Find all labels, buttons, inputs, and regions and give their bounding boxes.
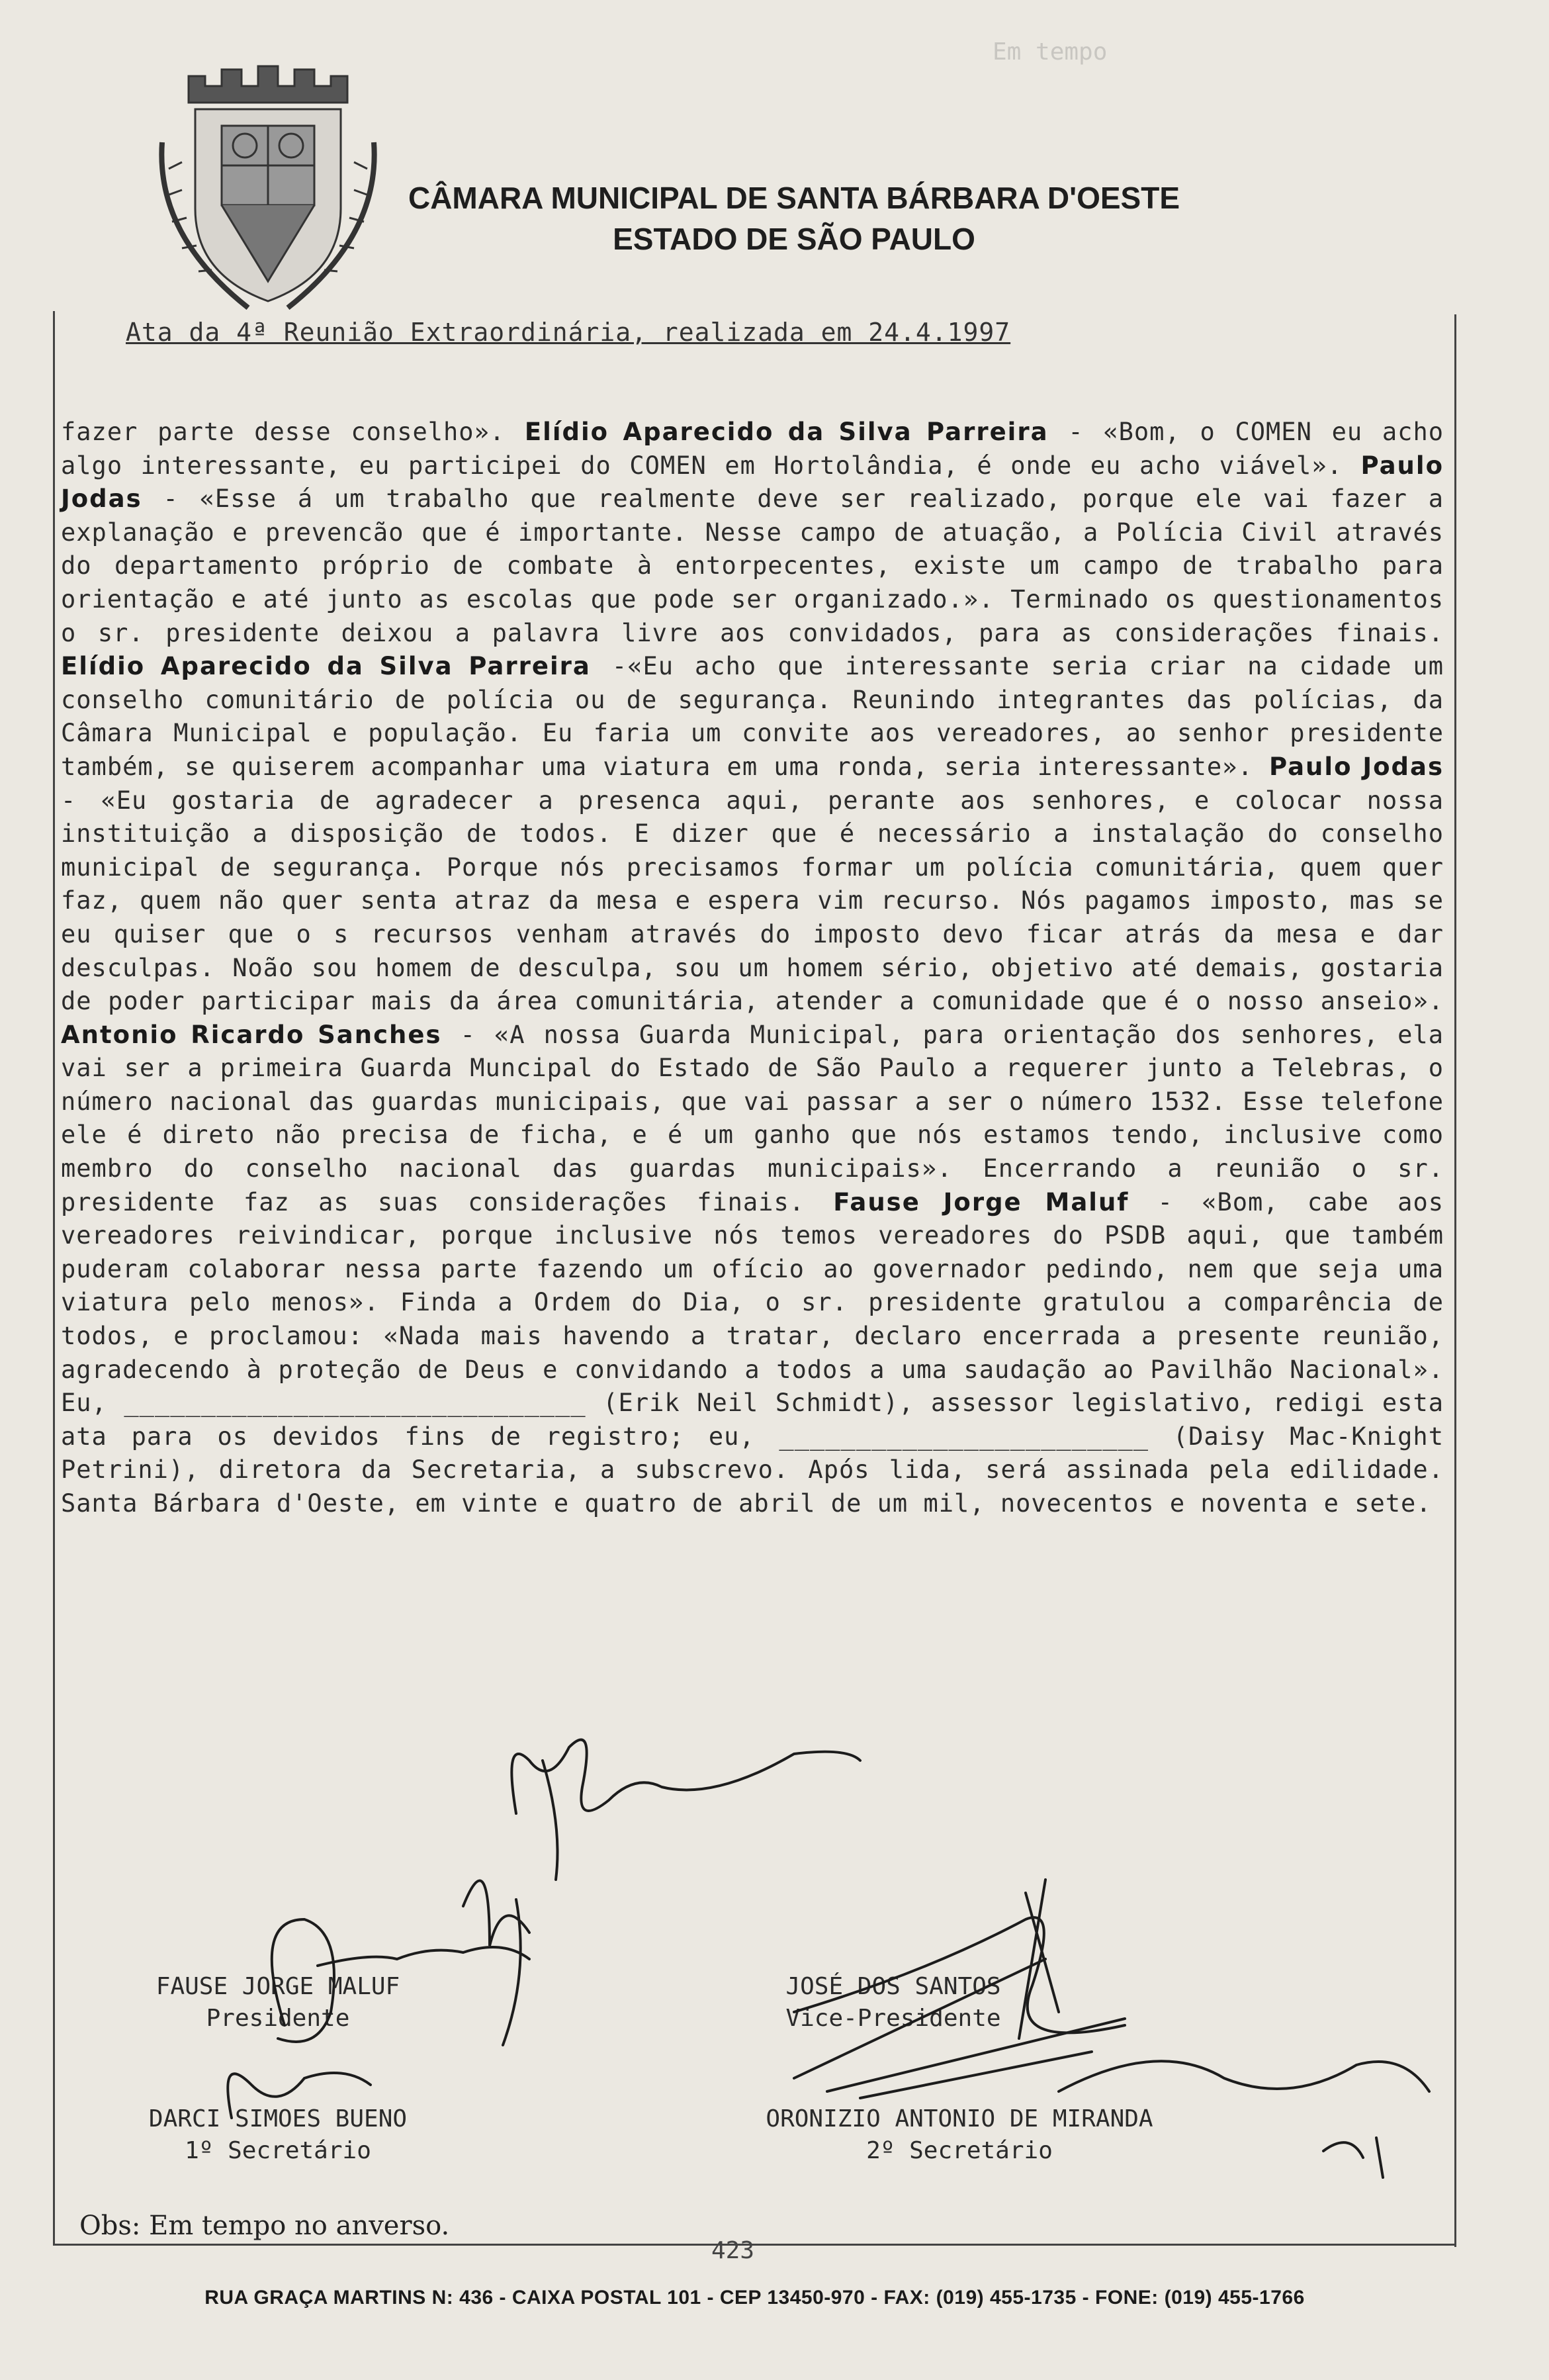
minutes-body <box>61 416 1444 1521</box>
signature-block-first-secretary <box>112 2103 443 2167</box>
frame-right-rule <box>1454 314 1456 2247</box>
signatory-name: FAUSE JORGE MALUF <box>155 1973 400 2000</box>
signatory-name: ORONIZIO ANTONIO DE MIRANDA <box>766 2105 1153 2132</box>
signatory-name: JOSÉ DOS SANTOS <box>785 1973 1001 2000</box>
minutes-text-run: - «A nossa Guarda Municipal, para orientação dos senhores, ela vai ser a primeira Guarda Muncipal do Estado de São Paulo a requerer junto a Telebras, o número nacional das guardas municipais, que vai passar a ser o número 1532. Esse telefone ele é direto não precisa de ficha, e é um ganho que nós estamos tendo, inclusive como membro do conselho nacional das guardas municipais». Encerrando a reunião o sr. presidente faz as suas considerações finais. <box>61 1020 1444 1216</box>
page-number: 423 <box>711 2237 755 2264</box>
speaker-name: Paulo Jodas <box>1268 752 1444 781</box>
signatory-role: Vice-Presidente <box>785 2005 1001 2032</box>
institution-name: CÂMARA MUNICIPAL DE SANTA BÁRBARA D'OESTE <box>408 181 1180 215</box>
minutes-text-run: fazer parte desse conselho». <box>61 418 525 446</box>
speaker-name: Fause Jorge Maluf <box>833 1187 1129 1216</box>
minutes-text-run: - «Bom, cabe aos vereadores reivindicar, porque inclusive nós temos vereadores do PSDB aqui, que também puderam colaborar nessa parte fazendo um ofício ao governador pedindo, nem que seja uma viatura pelo menos». Finda a Ordem do Dia, o sr. presidente gratulou a comparência de todos, e proclamou: «Nada mais havendo a tratar, declaro encerrada a presente reunião, agradecendo à proteção de Deus e convidando a todos a uma saudação ao Pavilhão Nacional». Eu, ______________________________ (Erik Neil Schmidt), assessor legislativo, redigi esta ata para os devidos fins de registro; eu, ________________________ (Daisy Mac-Knight Petrini), diretora da Secretaria, a subscrevo. Após lida, será assinada pela edilidade. Santa Bárbara d'Oeste, em vinte e quatro de abril de um mil, novecentos e noventa e sete. <box>61 1187 1444 1518</box>
minutes-text-run: - «Eu gostaria de agradecer a presenca aqui, perante aos senhores, e colocar nossa instituição a disposição de todos. E dizer que é necessário a instalação do conselho municipal de segurança. Porque nós precisamos formar um polícia comunitária, quem quer faz, quem não quer senta atraz da mesa e espera vim recurso. Nós pagamos imposto, mas se eu quiser que o s recursos venham através do imposto devo ficar atrás da mesa e dar desculpas. Noão sou homem de desculpa, sou um homem sério, objetivo até demais, gostaria de poder participar mais da área comunitária, atender a comunidade que é o nosso anseio». <box>61 786 1444 1016</box>
speaker-name: Elídio Aparecido da Silva Parreira <box>524 418 1049 446</box>
speaker-name: Paulo Jodas <box>61 451 1444 514</box>
letterhead <box>397 177 1191 259</box>
speaker-name: Antonio Ricardo Sanches <box>61 1020 442 1049</box>
signatory-role: Presidente <box>206 2005 350 2032</box>
coat-of-arms-logo <box>149 63 387 314</box>
minutes-text-run: -«Eu acho que interessante seria criar na cidade um conselho comunitário de polícia ou de segurança. Reunindo integrantes das polícias, da Câmara Municipal e população. Eu faria um convite aos vereadores, ao senhor presidente também, se quiserem acompanhar uma viatura em uma ronda, seria interessante». <box>61 652 1444 781</box>
signatory-name: DARCI SIMOES BUENO <box>148 2105 408 2132</box>
frame-bottom-rule <box>53 2244 1456 2246</box>
letterhead-footer-address: RUA GRAÇA MARTINS N: 436 - CAIXA POSTAL 101 - CEP 13450-970 - FAX: (019) 455-1735 - FONE: (019) 455-1766 <box>204 2287 1305 2309</box>
signature-block-second-secretary <box>728 2103 1191 2167</box>
signatory-role: 2º Secretário <box>866 2137 1053 2164</box>
svg-text:Em tempo: Em tempo <box>993 38 1108 66</box>
signature-block-vice-president <box>695 1971 1092 2035</box>
minutes-text-run: - «Esse á um trabalho que realmente deve ser realizado, porque ele vai fazer a explanação e prevencão que é importante. Nesse campo de atuação, a Polícia Civil através do departamento próprio de combate à entorpecentes, existe um campo de trabalho para orientação e até junto as escolas que pode ser organizado.». Terminado os questionamentos o sr. presidente deixou a palavra livre aos convidados, para as considerações finais. <box>61 484 1444 647</box>
minutes-title: Ata da 4ª Reunião Extraordinária, realizada em 24.4.1997 <box>126 318 1011 347</box>
signatory-role: 1º Secretário <box>185 2137 371 2164</box>
minutes-text-run: - «Bom, o COMEN eu acho algo interessante, eu participei do COMEN em Hortolândia, é onde eu acho viável». <box>61 418 1444 480</box>
frame-left-rule <box>53 311 55 2244</box>
signature-block-president <box>112 1971 443 2035</box>
state-name: ESTADO DE SÃO PAULO <box>613 222 975 256</box>
observation-note: Obs: Em tempo no anverso. <box>79 2211 450 2241</box>
speaker-name: Elídio Aparecido da Silva Parreira <box>61 652 591 681</box>
